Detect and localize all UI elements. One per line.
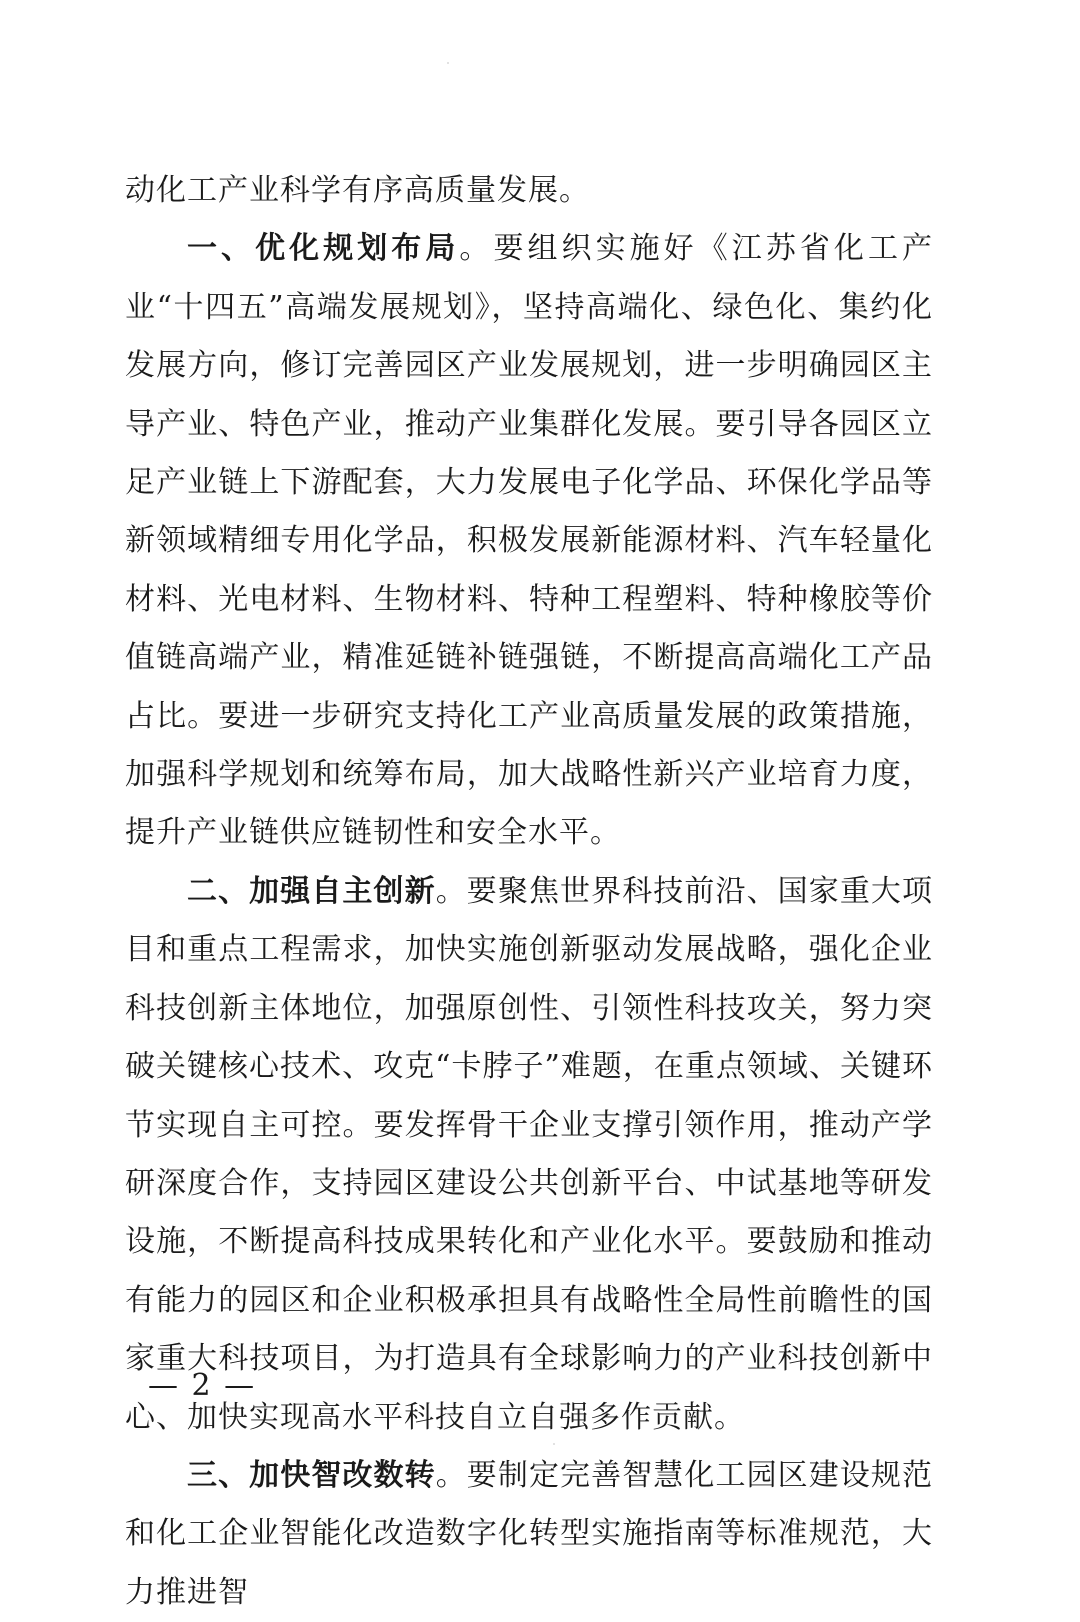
section-paragraph-1: [125, 220, 933, 862]
continuation-text: 动化工产业科学有序高质量发展。: [125, 173, 590, 208]
section-heading-3: 三、加快智改数转: [187, 1457, 436, 1493]
continuation-paragraph: [125, 162, 933, 220]
section-body-1: 。要组织实施好《江苏省化工产业“十四五”高端发展规划》，坚持高端化、绿色化、集约化发展方向，修订完善园区产业发展规划，进一步明确园区主导产业、特色产业，推动产业集群化发展。要引导各园区立足产业链上下游配套，大力发展电子化学品、环保化学品等新领域精细专用化学品，积极发展新能源材料、汽车轻量化材料、光电材料、生物材料、特种工程塑料、特种橡胶等价值链高端产业，精准延链补链强链，不断提高高端化工产品占比。要进一步研究支持化工产业高质量发展的政策措施，加强科学规划和统筹布局，加大战略性新兴产业培育力度，提升产业链供应链韧性和安全水平。: [125, 231, 934, 851]
section-heading-1: 一、优化规划布局: [187, 231, 460, 267]
section-paragraph-2: [125, 863, 933, 1447]
section-heading-2: 二、加强自主创新: [187, 873, 436, 909]
page-number: — 2 —: [148, 1368, 257, 1403]
scan-speck: [447, 62, 449, 64]
section-body-2: 。要聚焦世界科技前沿、国家重大项目和重点工程需求，加快实施创新驱动发展战略，强化企业科技创新主体地位，加强原创性、引领性科技攻关，努力突破关键核心技术、攻克“卡脖子”难题，在重点领域、关键环节实现自主可控。要发挥骨干企业支撑引领作用，推动产学研深度合作，支持园区建设公共创新平台、中试基地等研发设施，不断提高科技成果转化和产业化水平。要鼓励和推动有能力的园区和企业积极承担具有战略性全局性前瞻性的国家重大科技项目，为打造具有全球影响力的产业科技创新中心、加快实现高水平科技自立自强多作贡献。: [125, 873, 934, 1435]
section-paragraph-3: [125, 1447, 933, 1622]
section-body-3: 。要制定完善智慧化工园区建设规范和化工企业智能化改造数字化转型实施指南等标准规范，大力推进智: [125, 1457, 934, 1610]
document-body: [125, 162, 933, 1622]
